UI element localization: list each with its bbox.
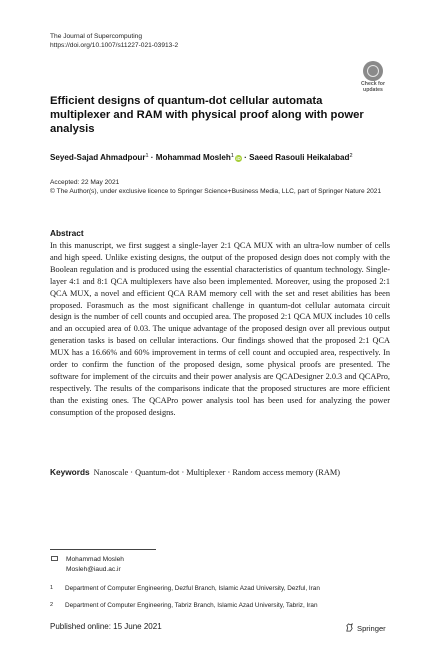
affiliation-1 xyxy=(50,584,320,593)
publisher-name: Springer xyxy=(357,624,386,633)
accepted-date: Accepted: 22 May 2021 xyxy=(50,179,120,186)
article-title: Efficient designs of quantum-dot cellular automata multiplexer and RAM with physical proof along with power analysis xyxy=(50,95,364,135)
affiliation-marker: 2 xyxy=(349,153,353,159)
affiliation-marker: 1 xyxy=(145,153,149,159)
copyright-notice: © The Author(s), under exclusive licence to Springer Science+Business Media, LLC, part of Springer Nature 2021 xyxy=(50,188,382,195)
abstract-heading: Abstract xyxy=(50,228,84,238)
article-dates xyxy=(50,178,410,196)
badge-label: Check for updates xyxy=(361,81,385,93)
keywords-list: Nanoscale · Quantum-dot · Multiplexer · Random access memory (RAM) xyxy=(93,468,340,477)
affiliation-number: 2 xyxy=(50,602,54,608)
journal-header xyxy=(50,32,178,50)
corresponding-author-email[interactable]: Mosleh@iaud.ac.ir xyxy=(66,565,121,573)
footnote-divider xyxy=(50,549,156,550)
affiliation-2 xyxy=(50,601,318,610)
check-for-updates-icon xyxy=(363,61,383,81)
doi-link[interactable]: https://doi.org/10.1007/s11227-021-03913-2 xyxy=(50,42,179,49)
published-online-date: Published online: 15 June 2021 xyxy=(50,622,162,631)
affiliation-text: Department of Computer Engineering, Tabriz Branch, Islamic Azad University, Tabriz, Iran xyxy=(65,602,318,609)
affiliation-number: 1 xyxy=(50,585,54,591)
keywords-label: Keywords xyxy=(50,467,90,477)
publisher-logo[interactable] xyxy=(345,623,386,633)
journal-name: The Journal of Supercomputing xyxy=(50,33,143,40)
author-list: Seyed-Sajad Ahmadpour$^1$ · Mohammad Mosleh$^1$ iD · Saeed Rasouli Heikalabad$^2$ xyxy=(50,153,353,162)
keywords xyxy=(50,467,390,479)
check-for-updates-badge[interactable] xyxy=(355,61,391,97)
affiliation-marker: 1 xyxy=(230,153,234,159)
author-name[interactable]: Saeed Rasouli Heikalabad xyxy=(249,153,350,162)
envelope-icon xyxy=(51,556,58,561)
author-name[interactable]: Seyed-Sajad Ahmadpour xyxy=(50,153,146,162)
affiliation-text: Department of Computer Engineering, Dezful Branch, Islamic Azad University, Dezful, Iran xyxy=(65,585,320,592)
springer-horse-icon xyxy=(345,623,354,632)
abstract-text: In this manuscript, we first suggest a single-layer 2:1 QCA MUX with an ultra-low number of cells and high speed. Unlike existing designs, the output of the proposed design does not comply with the Boolean regulation and is produced using the essential characteristics of quantum technology. Single-layer 4:1 and 8:1 QCA multiplexers have also been implemented. Moreover, using the proposed 2:1 QCA MUX, a novel and efficient QCA RAM memory cell with the set and reset abilities has been proposed. Forasmuch as the most significant challenge in quantum-dot cellular automata circuit design is the number of cell counts and occupied area. The proposed 2:1 QCA MUX includes 10 cells and an occupied area of 0.03. The unique advantage of the proposed design over all previous output generation tasks is based on cellular interactions. Our findings showed that the proposed 2:1 QCA MUX has a 16.66% and 60% improvement in terms of cell count and occupied area, respectively. In order to confirm the function of the proposed design, some physical proofs are presented. The software for implement of the circuits and their power analysis are QCADesigner 2.0.3 and QCAPro, respectively. The results of the comparisons indicate that the proposed structures are more efficient than the existing ones. The QCAPro power analysis tool has been used for analyzing the power consumption of the proposed designs. xyxy=(50,241,390,417)
author-name[interactable]: Mohammad Mosleh xyxy=(155,153,231,162)
orcid-icon[interactable]: iD xyxy=(236,156,241,161)
corresponding-author-name: Mohammad Mosleh xyxy=(66,556,124,563)
